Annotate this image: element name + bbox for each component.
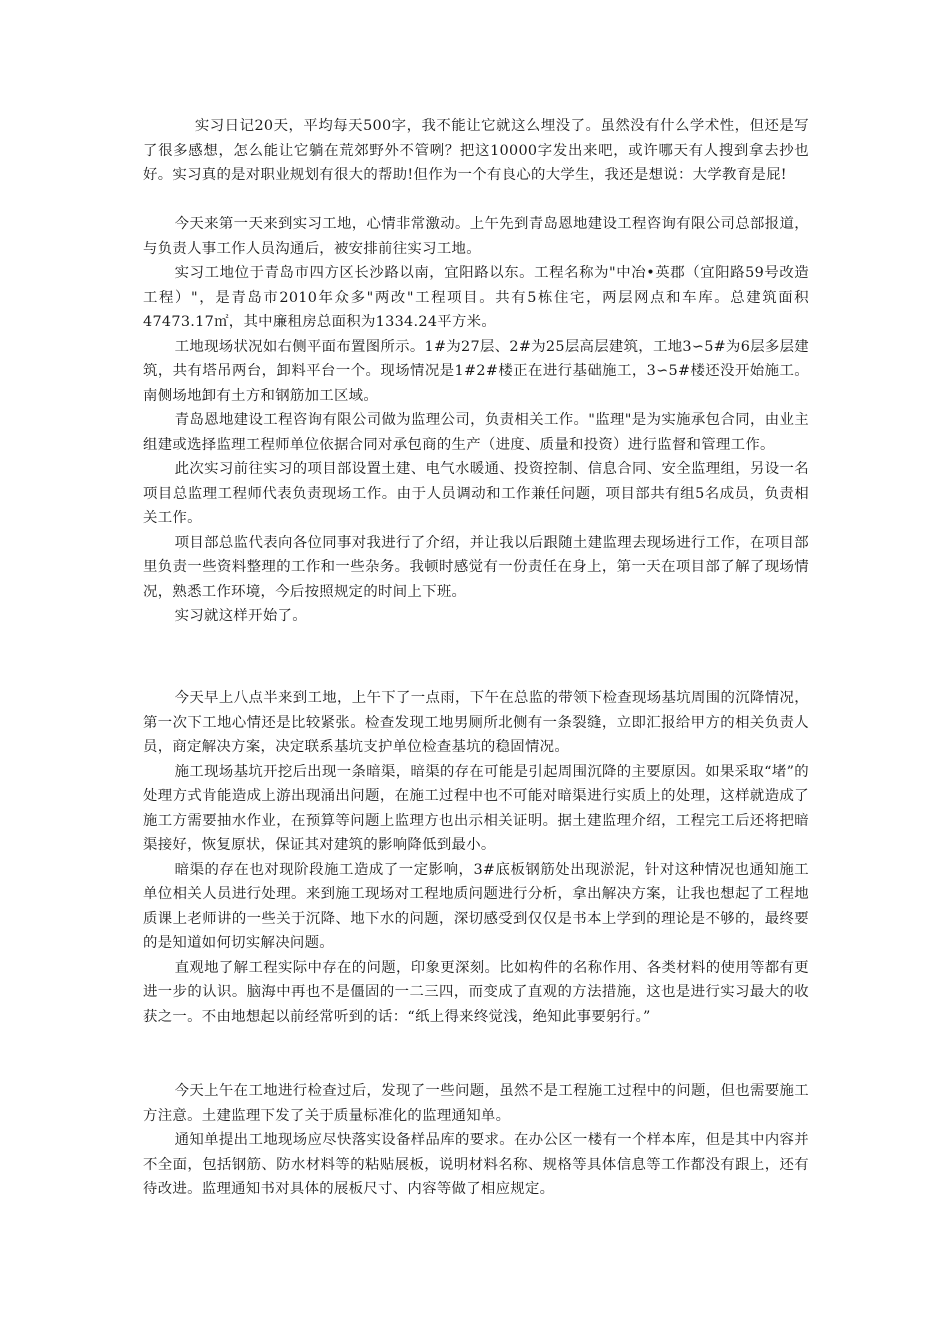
paragraph: 今天早上八点半来到工地，上午下了一点雨，下午在总监的带领下检查现场基坑周围的沉降情况，第一次下工地心情还是比较紧张。检查发现工地男厕所北侧有一条裂缝，立即汇报给甲方的相关负责人员，商定解决方案，决定联系基坑支护单位检查基坑的稳固情况。 — [143, 690, 809, 755]
diary-day-3 — [143, 1079, 809, 1202]
paragraph: 青岛恩地建设工程咨询有限公司做为监理公司，负责相关工作。"监理"是为实施承包合同，由业主组建或选择监理工程师单位依据合同对承包商的生产（进度、质量和投资）进行监督和管理工作。 — [143, 412, 809, 453]
paragraph: 实习就这样开始了。 — [174, 608, 307, 624]
paragraph: 直观地了解工程实际中存在的问题，印象更深刻。比如构件的名称作用、各类材料的使用等都有更进一步的认识。脑海中再也不是僵固的一二三四，而变成了直观的方法措施，这也是进行实习最大的收获之一。不由地想起以前经常听到的话：“纸上得来终觉浅，绝知此事要躬行。” — [143, 959, 809, 1025]
paragraph: 实习工地位于青岛市四方区长沙路以南，宜阳路以东。工程名称为"中冶•英郡（宜阳路59号改造工程）"，是青岛市2010年众多"两改"工程项目。共有5栋住宅，两层网点和车库。总建筑面积47473.17㎡，其中廉租房总面积为1334.24平方米。 — [143, 265, 809, 330]
intro-paragraph: 实习日记20天，平均每天500字，我不能让它就这么埋没了。虽然没有什么学术性，但还是写了很多感想，怎么能让它躺在荒郊野外不管咧？把这10000字发出来吧，或许哪天有人搜到拿去抄也好。实习真的是对职业规划有很大的帮助!但作为一个有良心的大学生，我还是想说：大学教育是屁! — [143, 118, 809, 183]
diary-day-1 — [143, 212, 809, 629]
paragraph: 工地现场状况如右侧平面布置图所示。1#为27层、2#为25层高层建筑，工地3∽5#为6层多层建筑，共有塔吊两台，卸料平台一个。现场情况是1#2#楼正在进行基础施工，3∽5#楼还没开始施工。南侧场地卸有土方和钢筋加工区域。 — [143, 338, 809, 404]
paragraph: 暗渠的存在也对现阶段施工造成了一定影响，3#底板钢筋处出现淤泥，针对这种情况也通知施工单位相关人员进行处理。来到施工现场对工程地质问题进行分析，拿出解决方案，让我也想起了工程地质课上老师讲的一些关于沉降、地下水的问题，深切感受到仅仅是书本上学到的理论是不够的，最终要的是知道如何切实解决问题。 — [143, 861, 809, 951]
intro-section — [143, 114, 809, 188]
paragraph: 施工现场基坑开挖后出现一条暗渠，暗渠的存在可能是引起周围沉降的主要原因。如果采取“堵”的处理方式肯能造成上游出现涌出问题，在施工过程中也不可能对暗渠进行实质上的处理，这样就造成了施工方需要抽水作业，在预算等问题上监理方也出示相关证明。据土建监理介绍，工程完工后还将把暗渠接好，恢复原状，保证其对建筑的影响降低到最小。 — [143, 763, 809, 853]
paragraph: 今天上午在工地进行检查过后，发现了一些问题，虽然不是工程施工过程中的问题，但也需要施工方注意。土建监理下发了关于质量标准化的监理通知单。 — [143, 1083, 809, 1124]
paragraph: 项目部总监代表向各位同事对我进行了介绍，并让我以后跟随土建监理去现场进行工作，在项目部里负责一些资料整理的工作和一些杂务。我顿时感觉有一份责任在身上，第一天在项目部了解了现场情况，熟悉工作环境，今后按照规定的时间上下班。 — [143, 534, 809, 600]
paragraph: 今天来第一天来到实习工地，心情非常激动。上午先到青岛恩地建设工程咨询有限公司总部报道，与负责人事工作人员沟通后，被安排前往实习工地。 — [143, 216, 809, 257]
paragraph: 通知单提出工地现场应尽快落实设备样品库的要求。在办公区一楼有一个样本库，但是其中内容并不全面，包括钢筋、防水材料等的粘贴展板，说明材料名称、规格等具体信息等工作都没有跟上，还有待改进。监理通知书对具体的展板尺寸、内容等做了相应规定。 — [143, 1132, 809, 1197]
paragraph: 此次实习前往实习的项目部设置土建、电气水暖通、投资控制、信息合同、安全监理组，另设一名项目总监理工程师代表负责现场工作。由于人员调动和工作兼任问题，项目部共有组5名成员，负责相关工作。 — [143, 461, 809, 526]
diary-day-2 — [143, 686, 809, 1029]
